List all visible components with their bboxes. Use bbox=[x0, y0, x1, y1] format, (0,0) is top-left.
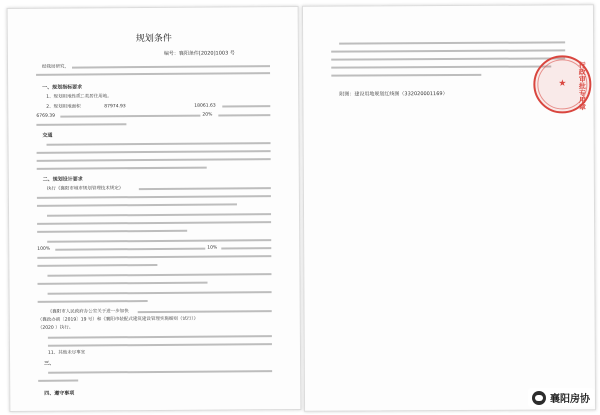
text-line bbox=[47, 213, 271, 217]
left-page-number: 编号：襄阳条件[2020]1003 号 bbox=[163, 50, 235, 57]
text-line bbox=[222, 105, 270, 107]
text-line bbox=[37, 264, 157, 267]
text-line bbox=[48, 335, 272, 339]
text-line bbox=[218, 114, 270, 116]
star-icon: ★ bbox=[558, 78, 567, 89]
text-line bbox=[38, 300, 148, 303]
text-line bbox=[139, 187, 271, 190]
text-line bbox=[37, 150, 271, 154]
watermark bbox=[528, 388, 594, 407]
area-other: 6769.39 bbox=[36, 113, 55, 119]
text-line bbox=[331, 49, 565, 52]
right-page bbox=[302, 4, 596, 412]
planning-heading: 二、规划设计要求 bbox=[42, 176, 83, 183]
intro-line bbox=[36, 72, 270, 76]
text-line bbox=[47, 273, 271, 277]
regulation-reference-4: （2020 ）执行。 bbox=[37, 325, 74, 331]
far-value: 20% bbox=[202, 112, 213, 118]
watermark-text: 襄阳房协 bbox=[550, 394, 590, 405]
last-heading: 四、遵守事项 bbox=[44, 390, 75, 397]
text-line bbox=[36, 123, 126, 126]
text-line bbox=[48, 370, 272, 374]
text-line bbox=[47, 142, 271, 146]
text-line bbox=[38, 380, 78, 382]
text-line bbox=[331, 74, 481, 77]
regulation-reference-3: （襄政办函〔2019〕19 号）和《襄阳市装配式建筑建设管理实施细则（试行）》 bbox=[37, 316, 199, 323]
area-net: 18061.63 bbox=[194, 103, 216, 109]
text-line bbox=[55, 248, 205, 251]
text-line bbox=[37, 158, 271, 162]
text-line bbox=[37, 203, 237, 206]
section-heading: 一、规划指标要求 bbox=[42, 84, 83, 91]
left-page-intro: 经我局研究， bbox=[41, 64, 70, 70]
text-line bbox=[48, 291, 272, 295]
text-line bbox=[221, 247, 271, 249]
area-total: 87974.93 bbox=[104, 104, 126, 110]
text-line bbox=[331, 57, 565, 60]
left-page bbox=[7, 6, 302, 412]
attachment-note: 附图：建设用地规划红线图（332020001169） bbox=[339, 91, 448, 98]
section-3-heading: 三、 bbox=[44, 360, 55, 367]
text-line bbox=[37, 230, 187, 233]
text-line bbox=[37, 167, 207, 170]
seal-label: 行政审批专用章 bbox=[578, 61, 587, 111]
text-line bbox=[138, 310, 272, 313]
text-line bbox=[38, 282, 208, 285]
item-other: 11、其他未尽事宜 bbox=[47, 350, 86, 356]
regulation-reference-2: 《襄阳市人民政府办公室关于进一步加快 bbox=[47, 309, 129, 315]
item-1: 1、规划用地性质： bbox=[46, 94, 86, 100]
left-page-title: 规划条件 bbox=[135, 33, 172, 45]
text-line bbox=[339, 41, 565, 44]
text-line bbox=[37, 221, 271, 225]
wechat-icon bbox=[532, 391, 546, 405]
text-line bbox=[37, 255, 271, 259]
text-line bbox=[48, 343, 272, 347]
text-line bbox=[331, 65, 551, 68]
text-line bbox=[60, 115, 200, 118]
pct-100: 100% bbox=[37, 246, 51, 252]
text-line bbox=[47, 239, 271, 243]
pct-10: 10% bbox=[207, 245, 218, 251]
intro-line bbox=[72, 65, 270, 68]
item-2: 2、规划用地面积 bbox=[46, 104, 81, 110]
item-1-value: 二类居住用地。 bbox=[80, 94, 112, 100]
text-line bbox=[37, 195, 271, 199]
traffic-heading: 交通 bbox=[42, 132, 53, 139]
regulation-reference: 执行《襄阳市城市规划管理技术规定》 bbox=[46, 186, 124, 192]
